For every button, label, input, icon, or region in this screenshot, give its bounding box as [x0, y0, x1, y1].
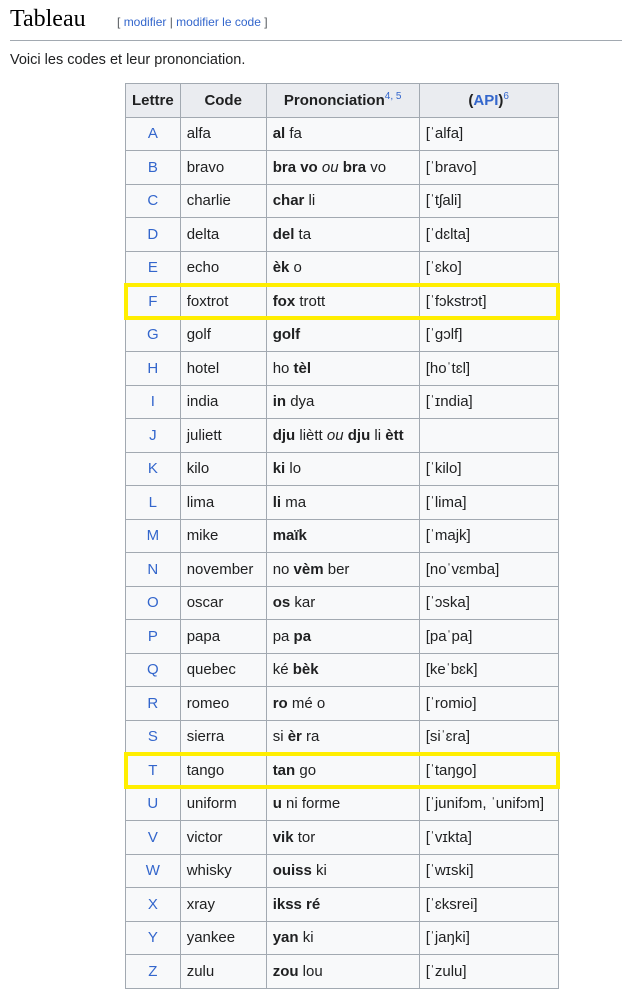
letter-cell[interactable]: F [126, 285, 181, 319]
pronunciation-segment: vèm [293, 560, 324, 578]
letter-cell[interactable]: L [126, 486, 181, 520]
ipa-cell: [siˈɛra] [419, 720, 558, 754]
table-row [126, 888, 559, 922]
pronunciation-segment: lo [285, 460, 302, 478]
pronunciation-cell [266, 184, 419, 218]
letter-cell[interactable]: H [126, 352, 181, 386]
edit-code-link[interactable]: modifier le code [176, 15, 261, 29]
pronunciation-segment: ki [311, 862, 327, 880]
ipa-cell: [ˈdɛlta] [419, 218, 558, 252]
pronunciation-segment: tan [272, 761, 296, 779]
letter-cell[interactable]: R [126, 687, 181, 721]
letter-cell[interactable]: S [126, 720, 181, 754]
ipa-cell: [ˈtʃali] [419, 184, 558, 218]
pronunciation-segment: fa [285, 125, 302, 143]
column-header-ipa[interactable]: (API)$^6$ [419, 84, 558, 118]
pronunciation-cell [266, 720, 419, 754]
code-cell: uniform [180, 787, 266, 821]
pronunciation-segment: os [272, 594, 291, 612]
pronunciation-segment: ké [272, 661, 293, 679]
code-cell: november [180, 553, 266, 587]
ipa-link[interactable]: API [473, 91, 499, 109]
pronunciation-cell [266, 653, 419, 687]
code-cell: kilo [180, 452, 266, 486]
ipa-cell: [ˈɛko] [419, 251, 558, 285]
table-row [126, 586, 559, 620]
code-cell: zulu [180, 955, 266, 989]
column-header-code[interactable]: Code [180, 84, 266, 118]
letter-cell[interactable]: A [126, 117, 181, 151]
letter-cell[interactable]: N [126, 553, 181, 587]
letter-cell[interactable]: T [126, 754, 181, 788]
pronunciation-segment: tor [293, 828, 316, 846]
ipa-cell: [paˈpa] [419, 620, 558, 654]
letter-cell[interactable]: P [126, 620, 181, 654]
pronunciation-cell [266, 519, 419, 553]
pronunciation-segment: ber [323, 560, 350, 578]
table-row [126, 218, 559, 252]
ipa-cell: [ˈromio] [419, 687, 558, 721]
code-cell: tango [180, 754, 266, 788]
pronunciation-segment: del [272, 225, 295, 243]
table-row [126, 854, 559, 888]
ipa-cell: [ˈfɔkstrɔt] [419, 285, 558, 319]
edit-link[interactable]: modifier [123, 15, 167, 29]
table-row [126, 184, 559, 218]
pronunciation-cell [266, 787, 419, 821]
letter-cell[interactable]: B [126, 151, 181, 185]
table-row [126, 519, 559, 553]
pronunciation-segment: in [272, 393, 287, 411]
pronunciation-segment: vik [272, 828, 294, 846]
reference-footnote[interactable]: 6 [503, 90, 509, 102]
code-cell: echo [180, 251, 266, 285]
code-cell: romeo [180, 687, 266, 721]
ipa-cell: [ˈalfa] [419, 117, 558, 151]
section-title: Tableau [10, 6, 86, 32]
pronunciation-segment: go [295, 761, 317, 779]
table-row [126, 151, 559, 185]
pronunciation-cell [266, 218, 419, 252]
pronunciation-segment: liètt [295, 426, 327, 444]
pronunciation-cell [266, 452, 419, 486]
code-cell: foxtrot [180, 285, 266, 319]
table-row [126, 620, 559, 654]
pronunciation-segment: no [272, 560, 294, 578]
pronunciation-cell [266, 620, 419, 654]
pronunciation-segment: kar [290, 594, 316, 612]
pronunciation-segment: ho [272, 359, 294, 377]
letter-cell[interactable]: E [126, 251, 181, 285]
ipa-cell: [ˈtaŋgo] [419, 754, 558, 788]
pronunciation-segment: fox [272, 292, 296, 310]
table-row [126, 821, 559, 855]
pronunciation-cell [266, 854, 419, 888]
code-cell: bravo [180, 151, 266, 185]
pronunciation-segment: al [272, 125, 286, 143]
code-cell: quebec [180, 653, 266, 687]
letter-cell[interactable]: K [126, 452, 181, 486]
pronunciation-cell [266, 318, 419, 352]
table-row [126, 285, 559, 319]
code-cell: xray [180, 888, 266, 922]
code-cell: lima [180, 486, 266, 520]
ipa-cell [419, 419, 558, 453]
code-cell: yankee [180, 921, 266, 955]
code-cell: delta [180, 218, 266, 252]
code-cell: juliett [180, 419, 266, 453]
pronunciation-segment: ki [298, 929, 314, 947]
code-cell: hotel [180, 352, 266, 386]
section-heading [10, 4, 622, 41]
table-row [126, 720, 559, 754]
ipa-cell: [ˈmajk] [419, 519, 558, 553]
pronunciation-segment: èk [272, 259, 290, 277]
pronunciation-segment: u [272, 795, 282, 813]
pronunciation-segment: ou [321, 158, 339, 176]
pronunciation-segment: dya [286, 393, 315, 411]
code-cell: sierra [180, 720, 266, 754]
pronunciation-segment: pa [293, 627, 312, 645]
table-row [126, 486, 559, 520]
table-row [126, 419, 559, 453]
pronunciation-segment: èr [287, 728, 302, 746]
ipa-cell: [ˈbravo] [419, 151, 558, 185]
pronunciation-segment: ki [272, 460, 286, 478]
pronunciation-segment: maïk [272, 527, 307, 545]
column-header-letter[interactable]: Lettre [126, 84, 181, 118]
pronunciation-cell [266, 419, 419, 453]
letter-cell[interactable]: G [126, 318, 181, 352]
letter-cell[interactable]: M [126, 519, 181, 553]
pronunciation-segment: bèk [292, 661, 319, 679]
code-cell: golf [180, 318, 266, 352]
pronunciation-cell [266, 754, 419, 788]
table-row [126, 352, 559, 386]
ipa-cell: [ˈjunifɔm, ˈunifɔm] [419, 787, 558, 821]
reference-footnote[interactable]: 4, 5 [384, 90, 402, 102]
ipa-cell: [ˈlima] [419, 486, 558, 520]
pronunciation-cell [266, 553, 419, 587]
pronunciation-cell [266, 687, 419, 721]
ipa-cell: [ˈɛksrei] [419, 888, 558, 922]
pronunciation-segment: o [289, 259, 302, 277]
pronunciation-cell [266, 888, 419, 922]
pronunciation-segment: tèl [293, 359, 312, 377]
table-row [126, 687, 559, 721]
phonetic-alphabet-table [125, 83, 559, 989]
pronunciation-segment: golf [272, 326, 301, 344]
letter-cell[interactable]: U [126, 787, 181, 821]
pronunciation-segment: trott [295, 292, 326, 310]
ipa-cell: [keˈbɛk] [419, 653, 558, 687]
pronunciation-cell [266, 151, 419, 185]
pronunciation-segment: char [272, 192, 305, 210]
pronunciation-cell [266, 117, 419, 151]
letter-cell[interactable]: J [126, 419, 181, 453]
table-row [126, 921, 559, 955]
ipa-cell: [ˈvɪkta] [419, 821, 558, 855]
code-cell: india [180, 385, 266, 419]
ipa-cell: [ˈwɪski] [419, 854, 558, 888]
pronunciation-segment: ma [281, 493, 307, 511]
table-row [126, 787, 559, 821]
letter-cell[interactable]: C [126, 184, 181, 218]
code-cell: mike [180, 519, 266, 553]
letter-cell[interactable]: I [126, 385, 181, 419]
table-row [126, 452, 559, 486]
letter-cell[interactable]: V [126, 821, 181, 855]
pronunciation-segment: ra [301, 728, 320, 746]
pronunciation-segment: li [370, 426, 386, 444]
pronunciation-segment: ou [326, 426, 344, 444]
letter-cell[interactable]: W [126, 854, 181, 888]
pronunciation-segment: ta [294, 225, 312, 243]
ipa-cell: [ˈzulu] [419, 955, 558, 989]
pronunciation-cell [266, 821, 419, 855]
ipa-cell: [hoˈtɛl] [419, 352, 558, 386]
code-cell: oscar [180, 586, 266, 620]
letter-cell[interactable]: Q [126, 653, 181, 687]
table-header-row [126, 84, 559, 118]
letter-cell[interactable]: Z [126, 955, 181, 989]
pronunciation-segment: ro [272, 694, 288, 712]
pronunciation-segment: pa [272, 627, 294, 645]
column-header-pronunciation[interactable]: Prononciation$^{4, 5}$ [266, 84, 419, 118]
pronunciation-cell [266, 285, 419, 319]
letter-cell[interactable]: Y [126, 921, 181, 955]
letter-cell[interactable]: D [126, 218, 181, 252]
code-cell: charlie [180, 184, 266, 218]
pronunciation-segment: vo [366, 158, 387, 176]
code-cell: papa [180, 620, 266, 654]
edit-section-links: [ modifier | modifier le code ] [117, 15, 268, 29]
pronunciation-segment: bra vo [272, 158, 318, 176]
pronunciation-segment: mé o [287, 694, 326, 712]
pronunciation-cell [266, 921, 419, 955]
table-row [126, 653, 559, 687]
pronunciation-cell [266, 385, 419, 419]
code-cell: victor [180, 821, 266, 855]
ipa-cell: [ˈgɔlf] [419, 318, 558, 352]
pronunciation-cell [266, 955, 419, 989]
pronunciation-segment: ouiss [272, 862, 312, 880]
ipa-cell: [ˈkilo] [419, 452, 558, 486]
pronunciation-segment: ètt [385, 426, 404, 444]
table-row [126, 553, 559, 587]
pronunciation-segment: dju [272, 426, 296, 444]
table-row [126, 385, 559, 419]
ipa-cell: [ˈɔska] [419, 586, 558, 620]
pronunciation-segment: li [272, 493, 282, 511]
intro-text: Voici les codes et leur prononciation. [10, 52, 246, 68]
ipa-cell: [noˈvɛmba] [419, 553, 558, 587]
letter-cell[interactable]: X [126, 888, 181, 922]
code-cell: whisky [180, 854, 266, 888]
pronunciation-segment: bra [342, 158, 367, 176]
pronunciation-cell [266, 586, 419, 620]
ipa-cell: [ˈɪndia] [419, 385, 558, 419]
pronunciation-segment: yan [272, 929, 299, 947]
pronunciation-cell [266, 352, 419, 386]
pronunciation-segment: zou [272, 962, 299, 980]
table-row [126, 955, 559, 989]
ipa-cell: [ˈjaŋki] [419, 921, 558, 955]
pronunciation-cell [266, 251, 419, 285]
table-row [126, 251, 559, 285]
letter-cell[interactable]: O [126, 586, 181, 620]
table-row [126, 754, 559, 788]
pronunciation-segment: li [304, 192, 316, 210]
pronunciation-segment: lou [298, 962, 323, 980]
pronunciation-segment: ikss ré [272, 895, 321, 913]
table-row [126, 318, 559, 352]
pronunciation-segment: ni forme [281, 795, 341, 813]
code-cell: alfa [180, 117, 266, 151]
pronunciation-segment: si [272, 728, 288, 746]
pronunciation-segment: dju [347, 426, 371, 444]
table-row [126, 117, 559, 151]
pronunciation-cell [266, 486, 419, 520]
